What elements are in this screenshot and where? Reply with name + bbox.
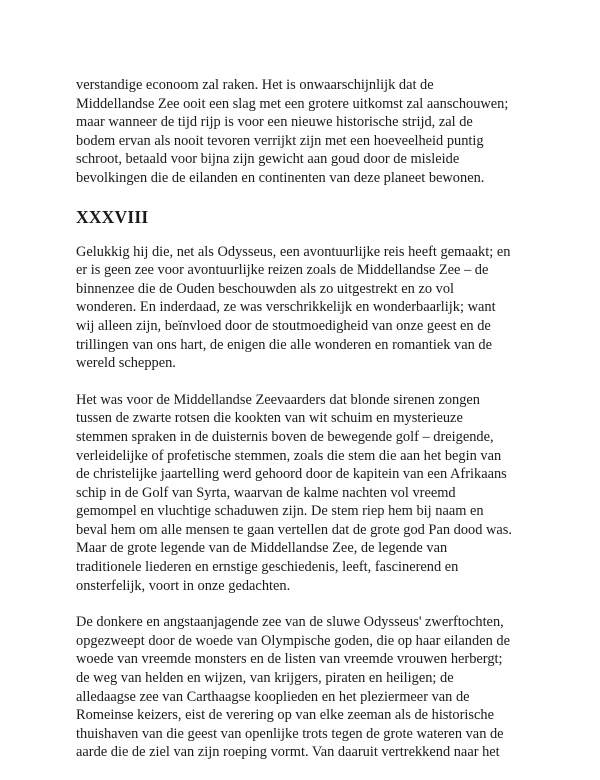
text-line: verstandige econoom zal raken. Het is onwaarschijnlijk dat de (76, 77, 434, 93)
paragraph-4 (76, 613, 528, 762)
chapter-heading: XXXVIII (76, 206, 149, 227)
text-line: maar wanneer de tijd rijp is voor een nieuwe historische strijd, zal de (76, 114, 473, 131)
text-line: schip in de Golf van Syrta, waarvan de kalme nachten vol vreemd (76, 484, 456, 501)
text-line: De donkere en angstaanjagende zee van de sluwe Odysseus' zwerftochten, (76, 614, 504, 631)
text-line: de weg van helden en wijzen, van krijgers, piraten en heiligen; de (76, 670, 454, 687)
text-line: Het was voor de Middellandse Zeevaarders dat blonde sirenen zongen (76, 391, 480, 408)
text-line: onsterfelijk, voort in onze gedachten. (76, 577, 291, 594)
text-line: wij alleen zijn, beïnvloed door de stoutmoedigheid van onze geest en de (76, 317, 491, 334)
paragraph-3 (76, 391, 528, 596)
text-line: aarde die de ziel van zijn roeping vormt. Van daaruit vertrekkend naar het (76, 744, 500, 761)
text-line: de christelijke jaartelling werd gehoord door de kapitein van een Afrikaans (76, 466, 507, 483)
paragraph-2 (76, 243, 528, 373)
text-line: er is geen zee voor avontuurlijke reizen zoals de Middellandse Zee – de (76, 262, 489, 279)
document-page (76, 76, 528, 780)
text-line: schroot, betaald voor bijna zijn gewicht aan goud door de misleide (76, 151, 460, 168)
text-line: woede van vreemde monsters en de listen van vreemde vrouwen herbergt; (76, 651, 503, 668)
text-line: traditionele liederen en ernstige geschiedenis, leeft, fascinerend en (76, 559, 459, 576)
text-line: binnenzee die de Ouden beschouwden als zo uitgestrekt en zo vol (76, 280, 455, 297)
text-line: wereld scheppen. (76, 355, 176, 372)
paragraph-1 (76, 76, 528, 188)
text-line: verleidelijke of profetische stemmen, zoals die stem die aan het begin van (76, 447, 502, 464)
text-line: gemompel en vluchtige schaduwen zijn. De stem riep hem bij naam en (76, 503, 484, 520)
text-line: bodem ervan als nooit tevoren verrijkt zijn met een hoeveelheid puntig (76, 132, 484, 149)
text-line: beval hem om alle mensen te gaan vertellen dat de grote god Pan dood was. (76, 521, 512, 538)
text-line: trillingen van ons hart, de enigen die alle wonderen en romantiek van de (76, 336, 492, 353)
text-line: Romeinse keizers, eist de verering op van elke zeeman als de historische (76, 707, 494, 724)
text-line: opgezweept door de woede van Olympische goden, die op haar eilanden de (76, 632, 510, 649)
text-line: alledaagse zee van Carthaagse kooplieden en het pleziermeer van de (76, 688, 470, 705)
text-line: Maar de grote legende van de Middellandse Zee, de legende van (76, 540, 448, 557)
text-line: stemmen spraken in de duisternis boven de bewegende golf – dreigende, (76, 428, 494, 445)
text-line: Middellandse Zee ooit een slag met een grotere uitkomst zal aanschouwen; (76, 95, 509, 112)
text-line: bevolkingen die de eilanden en continenten van deze planeet bewonen. (76, 169, 485, 186)
text-line: tussen de zwarte rotsen die kookten van wit schuim en mysterieuze (76, 410, 463, 427)
text-line: thuishaven van die geest van openlijke trots tegen de grote wateren van de (76, 725, 504, 742)
text-line: wonderen. En inderdaad, ze was verschrikkelijk en wonderbaarlijk; want (76, 299, 496, 316)
text-line: Gelukkig hij die, net als Odysseus, een avontuurlijke reis heeft gemaakt; en (76, 243, 511, 260)
